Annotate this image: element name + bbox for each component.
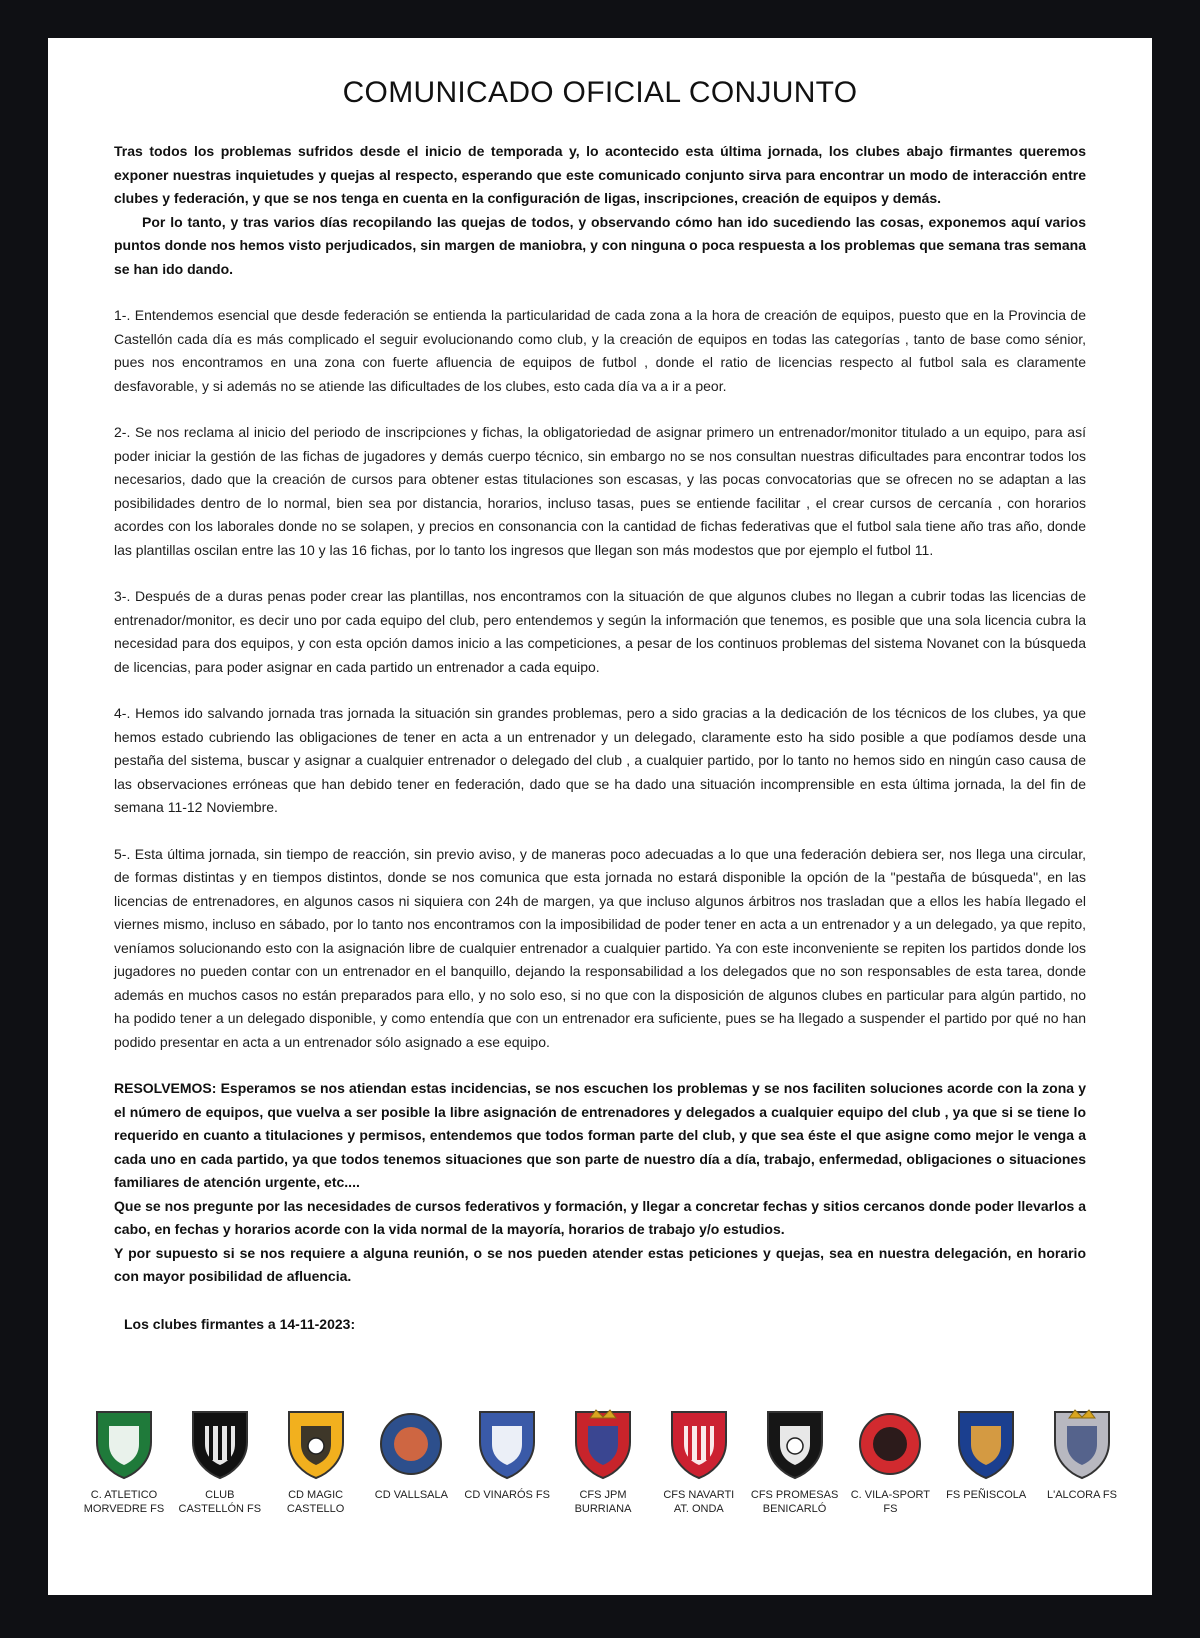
club-name: FS PEÑISCOLA (946, 1489, 1027, 1501)
club-name: CFS PROMESAS BENICARLÓ (750, 1489, 839, 1515)
point-1-paragraph: 1-. Entendemos esencial que desde federación se entienda la particularidad de cada zona a la hora de creación de equipos, puesto que en la Provincia de Castellón cada día es más complicado el seguir evolucionando como club, y la creación de equipos en todas las categorías , tanto de base como sénior, pues nos encontramos en una zona con fuerte afluencia de equipos de futbol , donde el ratio de licencias respecto al futbol sala es claramente desfavorable, y si además no se atiende las dificultades de los clubes, esto cada día va a ir a peor. (114, 307, 1086, 394)
club-logo-item (844, 1406, 936, 1516)
document-page (48, 38, 1152, 1595)
points-section (114, 304, 1086, 1054)
club-name: CFS NAVARTI AT. ONDA (663, 1489, 735, 1515)
resolution-paragraph: Que se nos pregunte por las necesidades de cursos federativos y formación, y llegar a concretar fechas y sitios cercanos donde poder llevarlos a cabo, en fechas y horarios acorde con la vida normal de la mayoría, horarios de trabajo y/o estudios. (114, 1197, 1086, 1237)
intro-paragraph: Tras todos los problemas sufridos desde el inicio de temporada y, lo acontecido esta última jornada, los clubes abajo firmantes queremos exponer nuestras inquietudes y quejas al respecto, esperando que este comunicado conjunto sirva para encontrar un modo de interacción entre clubes y federación, y que se nos tenga en cuenta en la configuración de ligas, inscripciones, creación de equipos y demás. (114, 143, 1086, 206)
resolution-section (114, 1077, 1086, 1289)
club-name: CD VINARÓS FS (464, 1489, 550, 1501)
shield-black-white-stripes-icon (187, 1406, 253, 1482)
club-name: CD VALLSALA (374, 1489, 448, 1501)
club-logo-item (653, 1406, 745, 1516)
point-3-paragraph: 3-. Después de a duras penas poder crear las plantillas, nos encontramos con la situación de que algunos clubes no llegan a cubrir todas las licencias de entrenador/monitor, es decir uno por cada equipo del club, pero entendemos y según la información que tenemos, es posible que una sola licencia cubra la necesidad para dos equipos, y con esta opción damos inicio a las competiciones, a pesar de los continuos problemas del sistema Novanet con la búsqueda de licencias, para poder asignar en cada partido un entrenador a cada equipo. (114, 588, 1086, 675)
club-name: L'ALCORA FS (1046, 1489, 1117, 1501)
club-logo-item (78, 1406, 170, 1516)
club-logos-row (78, 1406, 1128, 1516)
point-4-paragraph: 4-. Hemos ido salvando jornada tras jornada la situación sin grandes problemas, pero a sido gracias a la dedicación de los técnicos de los clubes, ya que hemos estado cubriendo las obligaciones de tener en acta a un entrenador y un delegado, claramente esto ha sido posible a que podíamos desde una pestaña del sistema, buscar y asignar a cualquier entrenador o delegado del club , a cualquier partido, por lo tanto no hemos sido en ningún caso causa de las observaciones erróneas que han debido tener en federación, dado que se ha dado una situación incomprensible en esta última jornada, la del fin de semana 11-12 Noviembre. (114, 705, 1086, 815)
resolution-paragraph: RESOLVEMOS: Esperamos se nos atiendan estas incidencias, se nos escuchen los problemas y se nos faciliten soluciones acorde con la zona y el número de equipos, que vuelva a ser posible la libre asignación de entrenadores y delegados a cualquier equipo del club , ya que si se tiene lo requerido en cuanto a titulaciones y permisos, entendemos que todos forman parte del club, y que sea éste el que asigne como mejor le venga a cada uno en cada partido, ya que todos tenemos situaciones que son parte de nuestro día a día, trabajo, enfermedad, obligaciones o situaciones familiares de atención urgente, etc.... (114, 1080, 1086, 1190)
club-logo-item (270, 1406, 362, 1516)
shield-red-white-stripes-icon (666, 1406, 732, 1482)
club-name: C. VILA-SPORT FS (850, 1489, 930, 1515)
signers-label: Los clubes firmantes a 14-11-2023: (124, 1315, 356, 1332)
club-logo-item (1036, 1406, 1128, 1516)
club-name: C. ATLETICO MORVEDRE FS (83, 1489, 165, 1515)
intro-paragraph: Por lo tanto, y tras varios días recopilando las quejas de todos, y observando cómo han ido sucediendo las cosas, exponemos aquí varios puntos donde nos hemos visto perjudicados, sin margen de maniobra, y con ninguna o poca respuesta a los problemas que semana tras semana se han ido dando. (114, 213, 1086, 277)
crest-crown-gray-icon (1049, 1406, 1115, 1482)
intro-section (114, 140, 1086, 281)
resolution-paragraph: Y por supuesto si se nos requiere a alguna reunión, o se nos pueden atender estas peticiones y quejas, sea en nuestra delegación, en horario con mayor posibilidad de afluencia. (114, 1244, 1086, 1284)
club-logo-item (461, 1406, 553, 1516)
shield-blue-sea-icon (953, 1406, 1019, 1482)
round-badge-blue-orange-icon (378, 1406, 444, 1482)
club-logo-item (174, 1406, 266, 1516)
club-logo-item (940, 1406, 1032, 1516)
point-5-paragraph: 5-. Esta última jornada, sin tiempo de reacción, sin previo aviso, y de maneras poco adecuadas a lo que una federación debiera ser, nos llega una circular, de formas distintas y en tiempos distintos, donde se nos comunica que esta jornada no estará disponible la opción de la "pestaña de búsqueda", en las licencias de entrenadores, en algunos casos ni siquiera con 24h de margen, ya que incluso algunos árbitros nos trasladan que a ellos les había llegado el viernes mismo, incluso en sábado, por lo tanto nos encontramos con la imposibilidad de poder tener en acta a un entrenador y a un delegado, ya que repito, veníamos solucionando esto con la asignación libre de cualquier entrenador a cualquier partido. Ya con este inconveniente se repiten los partidos donde los jugadores no pueden contar con un entrenador en el banquillo, dejando la responsabilidad a los delegados que no son responsables de esta tarea, donde además en muchos casos no están preparados para ello, y no solo eso, si no que con la disposición de algunos clubes en particular para algún partido, no ha podido tener a un delegado disponible, y como entendía que con un entrenador era suficiente, pues se ha llegado a suspender el partido por qué no han podido presentar en acta a un entrenador sólo asignado a ese equipo. (114, 845, 1086, 1050)
club-name: CFS JPM BURRIANA (574, 1489, 632, 1515)
document-title: COMUNICADO OFICIAL CONJUNTO (342, 76, 858, 109)
club-logo-item (557, 1406, 649, 1516)
shield-red-blue-crown-icon (570, 1406, 636, 1482)
point-2-paragraph: 2-. Se nos reclama al inicio del periodo de inscripciones y fichas, la obligatoriedad de asignar primero un entrenador/monitor titulado a un equipo, para así poder iniciar la gestión de las fichas de jugadores y demás cuerpo técnico, sin embargo no se nos consultan nuestras dificultades para encontrar todos los necesarios, dado que la creación de cursos para obtener estas titulaciones son escasas, y las pocas convocatorias que se ofrecen no se adaptan a las posibilidades dentro de lo normal, bien sea por distancia, horarios, incluso tasas, pues se entiende facilitar , el crear cursos de cercanía , con horarios acordes con los laborales donde no se solapen, y precios en consonancia con la cantidad de fichas federativas que el futbol sala tiene año tras año, donde las plantillas oscilan entre las 10 y las 16 fichas, por lo tanto los ingresos que llegan son más modestos que por ejemplo el futbol 11. (114, 424, 1086, 558)
club-logo-item (749, 1406, 841, 1516)
round-badge-red-black-icon (857, 1406, 923, 1482)
shield-blue-white-icon (474, 1406, 540, 1482)
club-logo-item (365, 1406, 457, 1516)
shield-green-white-icon (91, 1406, 157, 1482)
club-name: CLUB CASTELLÓN FS (178, 1489, 262, 1515)
shield-black-ball-icon (762, 1406, 828, 1482)
club-name: CD MAGIC CASTELLO (286, 1489, 345, 1515)
shield-yellow-ball-icon (283, 1406, 349, 1482)
